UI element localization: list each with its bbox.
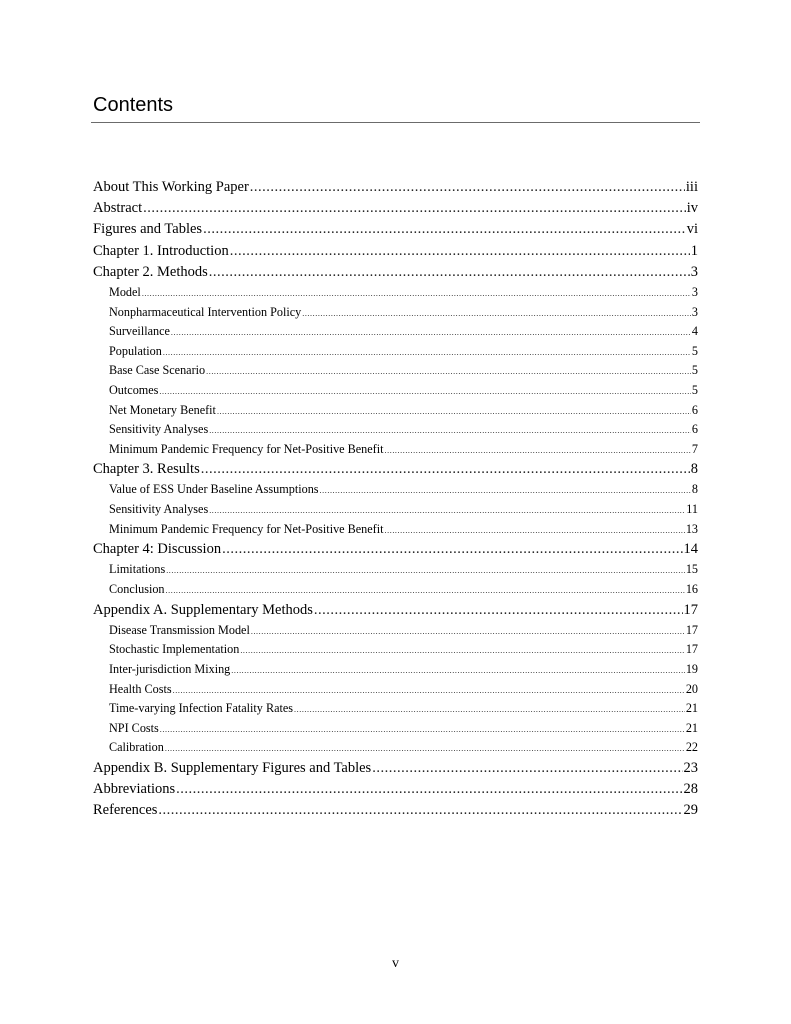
dot-leader: [209, 500, 685, 521]
toc-section-entry[interactable]: [93, 680, 698, 700]
dot-leader: [320, 480, 691, 501]
dot-leader: [372, 758, 682, 779]
toc-entry-label: Chapter 2. Methods: [93, 263, 208, 280]
toc-section-entry[interactable]: [93, 440, 698, 460]
dot-leader: [240, 640, 685, 661]
dot-leader: [166, 580, 685, 601]
dot-leader: [158, 800, 682, 821]
dot-leader: [201, 459, 690, 480]
toc-entry-page-number: 17: [685, 642, 698, 657]
toc-chapter-entry[interactable]: [93, 459, 698, 480]
toc-chapter-entry[interactable]: [93, 262, 698, 283]
toc-entry-label: Calibration: [109, 740, 164, 755]
page-number-footer: v: [392, 956, 399, 971]
toc-entry-page-number: 21: [685, 720, 698, 735]
dot-leader: [206, 361, 691, 382]
dot-leader: [302, 303, 691, 324]
toc-section-entry[interactable]: [93, 580, 698, 600]
toc-section-entry[interactable]: [93, 303, 698, 323]
dot-leader: [231, 660, 685, 681]
toc-section-entry[interactable]: [93, 381, 698, 401]
toc-section-entry[interactable]: [93, 361, 698, 381]
toc-entry-label: Chapter 1. Introduction: [93, 242, 229, 259]
dot-leader: [203, 219, 686, 240]
toc-entry-page-number: 6: [691, 402, 698, 417]
table-of-contents: [93, 177, 698, 822]
toc-entry-label: Time-varying Infection Fatality Rates: [109, 701, 294, 716]
toc-entry-label: Population: [109, 343, 162, 358]
toc-entry-label: Health Costs: [109, 681, 172, 696]
toc-entry-label: Nonpharmaceutical Intervention Policy: [109, 304, 302, 319]
toc-entry-page-number: iii: [685, 179, 698, 195]
title-divider: [91, 122, 700, 123]
toc-section-entry[interactable]: [93, 640, 698, 660]
dot-leader: [385, 520, 685, 541]
toc-entry-page-number: 1: [690, 242, 698, 259]
toc-entry-page-number: 7: [691, 441, 698, 456]
dot-leader: [159, 381, 690, 402]
toc-entry-page-number: 8: [691, 482, 698, 497]
toc-entry-page-number: 29: [683, 802, 698, 819]
toc-entry-page-number: 19: [685, 662, 698, 676]
toc-entry-label: Chapter 4: Discussion: [93, 541, 222, 558]
dot-leader: [251, 621, 685, 642]
toc-section-entry[interactable]: [93, 283, 698, 303]
toc-entry-page-number: 6: [691, 422, 698, 437]
toc-entry-page-number: 17: [683, 601, 698, 618]
toc-entry-label: Minimum Pandemic Frequency for Net-Positive Benefit: [109, 521, 384, 536]
dot-leader: [176, 779, 682, 800]
toc-section-entry[interactable]: [93, 621, 698, 641]
dot-leader: [314, 600, 683, 621]
toc-entry-page-number: 17: [685, 622, 698, 637]
dot-leader: [294, 699, 685, 720]
toc-section-entry[interactable]: [93, 322, 698, 342]
toc-section-entry[interactable]: [93, 738, 698, 758]
dot-leader: [209, 420, 691, 441]
toc-chapter-entry[interactable]: [93, 600, 698, 621]
toc-chapter-entry[interactable]: [93, 539, 698, 560]
toc-section-entry[interactable]: [93, 420, 698, 440]
toc-section-entry[interactable]: [93, 480, 698, 500]
toc-entry-page-number: 23: [683, 759, 698, 776]
toc-entry-page-number: 21: [685, 701, 698, 716]
toc-entry-page-number: 3: [690, 263, 698, 280]
toc-entry-label: NPI Costs: [109, 720, 159, 735]
toc-entry-label: Conclusion: [109, 582, 165, 597]
toc-entry-label: Outcomes: [109, 382, 159, 397]
toc-entry-label: About This Working Paper: [93, 179, 249, 195]
toc-entry-label: Chapter 3. Results: [93, 461, 200, 478]
dot-leader: [173, 680, 685, 701]
toc-entry-page-number: 13: [685, 521, 698, 536]
toc-chapter-entry[interactable]: [93, 198, 698, 219]
toc-entry-page-number: 11: [686, 502, 698, 517]
toc-entry-page-number: 8: [690, 461, 698, 478]
toc-entry-page-number: 22: [685, 740, 698, 755]
toc-section-entry[interactable]: [93, 500, 698, 520]
toc-entry-label: Sensitivity Analyses: [109, 502, 209, 517]
dot-leader: [166, 560, 685, 581]
toc-section-entry[interactable]: [93, 699, 698, 719]
toc-entry-page-number: 28: [683, 781, 698, 798]
toc-section-entry[interactable]: [93, 401, 698, 421]
dot-leader: [230, 241, 690, 262]
toc-section-entry[interactable]: [93, 660, 698, 680]
dot-leader: [142, 283, 691, 304]
dot-leader: [217, 401, 691, 422]
toc-entry-label: Minimum Pandemic Frequency for Net-Positive Benefit: [109, 441, 384, 456]
toc-entry-page-number: 16: [685, 582, 698, 597]
dot-leader: [385, 440, 691, 461]
toc-entry-label: Value of ESS Under Baseline Assumptions: [109, 482, 319, 497]
toc-chapter-entry[interactable]: [93, 219, 698, 240]
toc-entry-page-number: vi: [686, 221, 698, 238]
toc-section-entry[interactable]: [93, 560, 698, 580]
dot-leader: [222, 539, 682, 560]
toc-entry-page-number: 4: [691, 324, 698, 339]
dot-leader: [160, 719, 685, 740]
toc-entry-label: Base Case Scenario: [109, 363, 206, 378]
toc-entry-page-number: 15: [685, 562, 698, 577]
toc-entry-page-number: 5: [691, 382, 698, 397]
toc-section-entry[interactable]: [93, 342, 698, 362]
toc-chapter-entry[interactable]: [93, 779, 698, 800]
toc-section-entry[interactable]: [93, 719, 698, 739]
toc-entry-label: Appendix A. Supplementary Methods: [93, 601, 313, 618]
toc-entry-label: Sensitivity Analyses: [109, 422, 209, 437]
toc-entry-label: Limitations: [109, 562, 166, 577]
toc-entry-label: Surveillance: [109, 324, 170, 339]
toc-entry-page-number: 20: [685, 681, 698, 696]
page-title: Contents: [93, 94, 174, 116]
toc-entry-label: Appendix B. Supplementary Figures and Tables: [93, 759, 372, 776]
toc-entry-page-number: 5: [691, 343, 698, 358]
dot-leader: [209, 262, 690, 283]
toc-entry-label: Disease Transmission Model: [109, 622, 250, 637]
toc-chapter-entry[interactable]: [93, 177, 698, 198]
toc-entry-page-number: 14: [683, 541, 698, 558]
toc-entry-label: Stochastic Implementation: [109, 642, 240, 657]
toc-entry-page-number: iv: [686, 200, 698, 217]
toc-entry-label: Inter-jurisdiction Mixing: [109, 662, 231, 676]
toc-entry-label: Figures and Tables: [93, 221, 203, 238]
toc-entry-label: Abstract: [93, 200, 143, 217]
dot-leader: [250, 177, 685, 198]
toc-entry-label: References: [93, 802, 158, 819]
toc-chapter-entry[interactable]: [93, 800, 698, 821]
dot-leader: [163, 342, 691, 363]
toc-entry-page-number: 5: [691, 363, 698, 378]
toc-chapter-entry[interactable]: [93, 758, 698, 779]
dot-leader: [143, 198, 686, 219]
toc-entry-label: Abbreviations: [93, 781, 176, 798]
toc-chapter-entry[interactable]: [93, 241, 698, 262]
toc-entry-label: Model: [109, 284, 141, 299]
toc-entry-label: Net Monetary Benefit: [109, 402, 216, 417]
toc-section-entry[interactable]: [93, 520, 698, 540]
dot-leader: [165, 738, 685, 759]
toc-entry-page-number: 3: [691, 304, 698, 319]
dot-leader: [171, 322, 691, 343]
toc-entry-page-number: 3: [691, 284, 698, 299]
